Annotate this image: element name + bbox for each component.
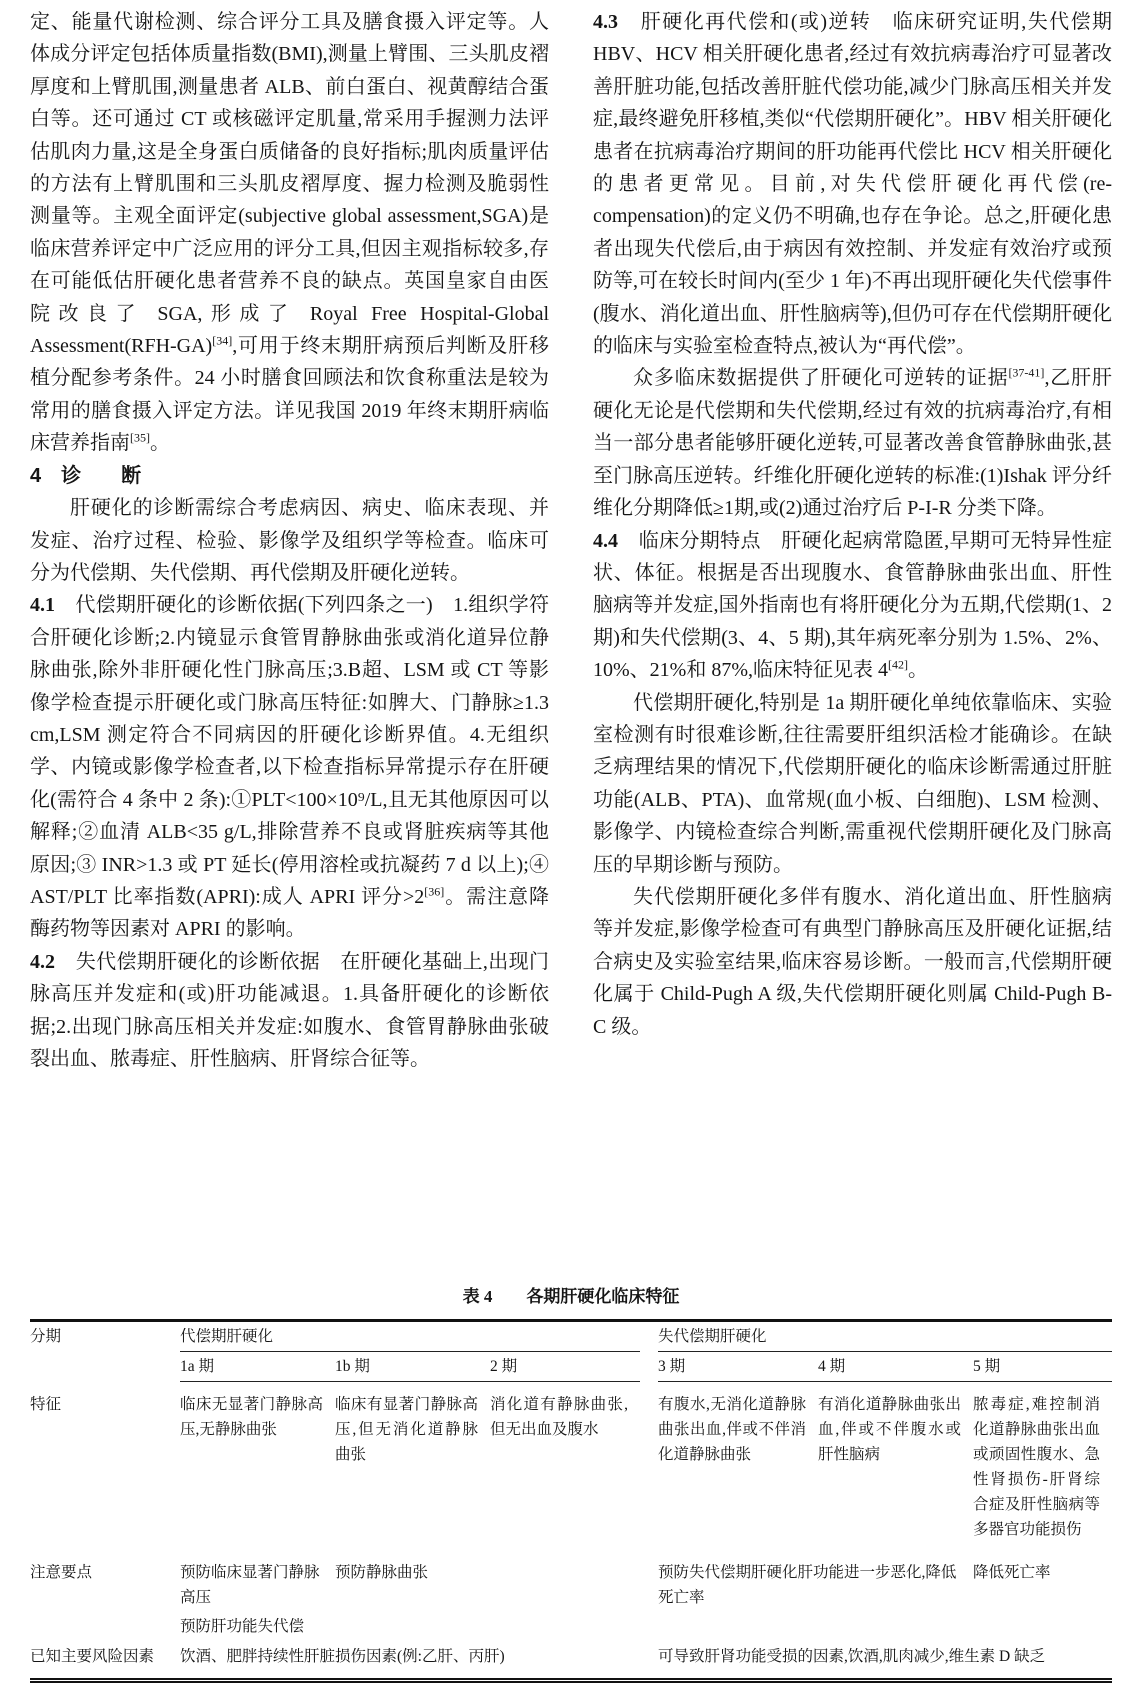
section-number: 4 诊 断 [30, 464, 142, 487]
paragraph [593, 362, 1112, 524]
paragraph [593, 6, 1112, 362]
notes-cell-1b: 预防静脉曲张 [335, 1564, 429, 1581]
citation-superscript: [36] [424, 884, 445, 899]
text-run: 临床研究证明,失代偿期 HBV、HCV 相关肝硬化患者,经过有效抗病毒治疗可显著改善肝脏功能,包括改善肝脏代偿功能,减少门脉高压相关并发症,最终避免肝移植,类似“代偿期肝硬化”。HBV 相关肝硬化患者在抗病毒治疗期间的肝功能再代偿比 HCV 相关肝硬化的患者更常见。目前,对失代偿肝硬化再代偿(re-compensation)的定义仍不明确,也存在争论。总之,肝硬化患者出现失代偿后,由于病因有效控制、并发症有效治疗或预防等,可在较长时间内(至少 1 年)不再出现肝硬化失代偿事件(腹水、消化道出血、肝性脑病等),但仍可存在代偿期肝硬化的临床与实验室检查特点,被认为“再代偿”。 [593, 11, 1112, 358]
text-run: ,乙肝肝硬化无论是代偿期和失代偿期,经过有效的抗病毒治疗,有相当一部分患者能够肝硬化逆转,可显著改善食管静脉曲张,甚至门脉高压逆转。纤维化肝硬化逆转的标准:(1)Ishak 评分纤维化分期降低≥1期,或(2)通过治疗后 P-I-R 分类下降。 [593, 367, 1113, 520]
stage-header: 分期 [30, 1328, 62, 1345]
text-run: 定、能量代谢检测、综合评分工具及膳食摄入评定等。人体成分评定包括体质量指数(BMI),测量上臂围、三头肌皮褶厚度和上臂肌围,测量患者 ALB、前白蛋白、视黄醇结合蛋白等。还可通过 CT 或核磁评定肌量,常采用手握测力法评估肌肉力量,这是全身蛋白质储备的良好指标;肌肉质量评估的方法有上臂肌围和三头肌皮褶厚度、握力检测及脆弱性测量等。主观全面评定(subjective global assessment,SGA)是临床营养评定中广泛应用的评分工具,但因主观指标较多,存在可能低估肝硬化患者营养不良的缺点。英国皇家自由医院改良了 SGA,形成了 Royal Free Hospital-Global Assessment(RFH-GA) [30, 11, 549, 358]
table-row-notes [30, 1544, 1112, 1612]
decompensated-note-cell [658, 1612, 1112, 1641]
decompensated-group-header: 失代偿期肝硬化 [658, 1321, 1112, 1352]
citation-superscript: [42] [887, 657, 908, 672]
features-cell-3: 有腹水,无消化道静脉曲张出血,伴或不伴消化道静脉曲张 [658, 1396, 807, 1463]
risk-cell-decompensated: 可导致肝肾功能受损的因素,饮酒,肌肉减少,维生素 D 缺乏 [658, 1648, 1046, 1665]
features-cell-1b: 临床有显著门静脉高压,但无消化道静脉曲张 [335, 1396, 478, 1463]
phase-header-2: 2 期 [490, 1352, 640, 1382]
section-number: 4.1 [30, 594, 55, 617]
text-run: 肝硬化的诊断需综合考虑病因、病史、临床表现、并发症、治疗过程、检验、影像学及组织学等检查。临床可分为代偿期、失代偿期、再代偿期及肝硬化逆转。 [30, 497, 549, 584]
text-run: 肝硬化起病常隐匿,早期可无特异性症状、体征。根据是否出现腹水、食管静脉曲张出血、肝性脑病等并发症,国外指南也有将肝硬化分为五期,代偿期(1、2 期)和失代偿期(3、4、5 期),其年病死率分别为 1.5%、2%、10%、21%和 87%,临床特征见表 4 [593, 529, 1113, 682]
features-cell-2: 消化道有静脉曲张,但无出血及腹水 [490, 1396, 629, 1438]
citation-superscript: [34] [212, 333, 233, 348]
paragraph [30, 492, 549, 589]
paragraph [593, 687, 1112, 881]
group-divider [640, 1612, 658, 1641]
notes-cell-5: 降低死亡率 [973, 1564, 1051, 1581]
paragraph [30, 589, 549, 945]
citation-superscript: [37-41] [1008, 365, 1045, 380]
table-title: 表 4 各期肝硬化临床特征 [462, 1287, 680, 1306]
row-label-notes: 注意要点 [30, 1564, 93, 1581]
section-title: 肝硬化再代偿和(或)逆转 [618, 11, 872, 33]
compensated-note-cell: 预防肝功能失代偿 [180, 1618, 305, 1635]
section-title: 临床分期特点 [618, 529, 761, 552]
phase-header-4: 4 期 [818, 1352, 973, 1382]
phase-header-1b: 1b 期 [335, 1352, 490, 1382]
group-divider [640, 1321, 658, 1382]
text-run: 失代偿期肝硬化多伴有腹水、消化道出血、肝性脑病等并发症,影像学检查可有典型门静脉高压及肝硬化证据,结合病史及实验室结果,临床容易诊断。一般而言,代偿期肝硬化属于 Child-Pugh A 级,失代偿期肝硬化则属 Child-Pugh B-C 级。 [593, 885, 1112, 1038]
phase-header-5: 5 期 [973, 1352, 1112, 1382]
notes-cell-2 [490, 1544, 640, 1612]
text-run: ,可用于终末期肝病预后判断及肝移植分配参考条件。24 小时膳食回顾法和饮食称重法是较为常用的膳食摄入评定方法。详见我国 2019 年终末期肝病临床营养指南 [30, 335, 549, 455]
text-run: 1.组织学符合肝硬化诊断;2.内镜显示食管胃静脉曲张或消化道异位静脉曲张,除外非肝硬化性门脉高压;3.B超、LSM 或 CT 等影像学检查提示肝硬化或门脉高压特征:如脾大、门静脉≥1.3 cm,LSM 测定符合不同病因的肝硬化诊断界值。4.无组织学、内镜或影像学检查者,以下检查指标异常提示存在肝硬化(需符合 4 条中 2 条):①PLT<100×10⁹/L,且无其他原因可以解释;②血清 ALB<35 g/L,排除营养不良或肾脏疾病等其他原因;③ INR>1.3 或 PT 延长(停用溶栓或抗凝药 7 d 以上);④ AST/PLT 比率指数(APRI):成人 APRI 评分>2 [30, 594, 549, 908]
text-run: 在肝硬化基础上,出现门脉高压并发症和(或)肝功能减退。1.具备肝硬化的诊断依据;2.出现门脉高压相关并发症:如腹水、食管胃静脉曲张破裂出血、脓毒症、肝性脑病、肝肾综合征等。 [30, 950, 550, 1070]
text-run: 。需注意降酶药物等因素对 APRI 的影响。 [30, 885, 550, 941]
section-number: 4.2 [30, 950, 55, 973]
row-label-risk: 已知主要风险因素 [30, 1648, 155, 1665]
group-divider [640, 1641, 658, 1681]
table-row-compensated-note [30, 1612, 1112, 1641]
table-row-features [30, 1382, 1112, 1545]
citation-superscript: [35] [130, 430, 150, 445]
text-run: 。 [907, 659, 928, 682]
phase-header-1a: 1a 期 [180, 1352, 335, 1382]
table-section [0, 1282, 1142, 1683]
group-divider [640, 1544, 658, 1612]
features-cell-1a: 临床无显著门静脉高压,无静脉曲张 [180, 1396, 323, 1438]
section-number: 4.4 [593, 529, 618, 552]
group-divider [640, 1382, 658, 1545]
phase-header-3: 3 期 [658, 1352, 818, 1382]
section-title: 代偿期肝硬化的诊断依据(下列四条之一) [55, 594, 433, 617]
features-cell-5: 脓毒症,难控制消化道静脉曲张出血或顽固性腹水、急性肾损伤-肝肾综合症及肝性脑病等多器官功能损伤 [973, 1396, 1101, 1538]
paragraph [30, 946, 549, 1076]
paragraph [30, 6, 549, 460]
notes-cell-3-4: 预防失代偿期肝硬化肝功能进一步恶化,降低死亡率 [658, 1564, 957, 1606]
clinical-features-table [30, 1319, 1112, 1683]
text-run: 众多临床数据提供了肝硬化可逆转的证据 [633, 367, 1009, 390]
compensated-group-header: 代偿期肝硬化 [180, 1321, 640, 1352]
row-label-features: 特征 [30, 1395, 62, 1413]
text-run: 。 [150, 432, 170, 455]
paragraph [593, 881, 1112, 1043]
section-title: 失代偿期肝硬化的诊断依据 [55, 950, 321, 973]
features-cell-4: 有消化道静脉曲张出血,伴或不伴腹水或肝性脑病 [818, 1396, 962, 1463]
text-run: 代偿期肝硬化,特别是 1a 期肝硬化单纯依靠临床、实验室检测有时很难诊断,往往需要肝组织活检才能确诊。在缺乏病理结果的情况下,代偿期肝硬化的临床诊断需通过肝脏功能(ALB、PTA)、血常规(血小板、白细胞)、LSM 检测、影像学、内镜检查综合判断,需重视代偿期肝硬化及门脉高压的早期诊断与预防。 [593, 691, 1112, 876]
risk-cell-compensated: 饮酒、肥胖持续性肝脏损伤因素(例:乙肝、丙肝) [180, 1648, 505, 1665]
section-number: 4.3 [593, 11, 618, 33]
notes-cell-1a: 预防临床显著门静脉高压 [180, 1564, 320, 1606]
paragraph [593, 525, 1112, 687]
right-column [593, 6, 1112, 1248]
table-row-risk-factors [30, 1641, 1112, 1681]
section-heading [30, 460, 549, 492]
left-column [30, 6, 549, 1248]
row-label-empty [30, 1612, 180, 1641]
